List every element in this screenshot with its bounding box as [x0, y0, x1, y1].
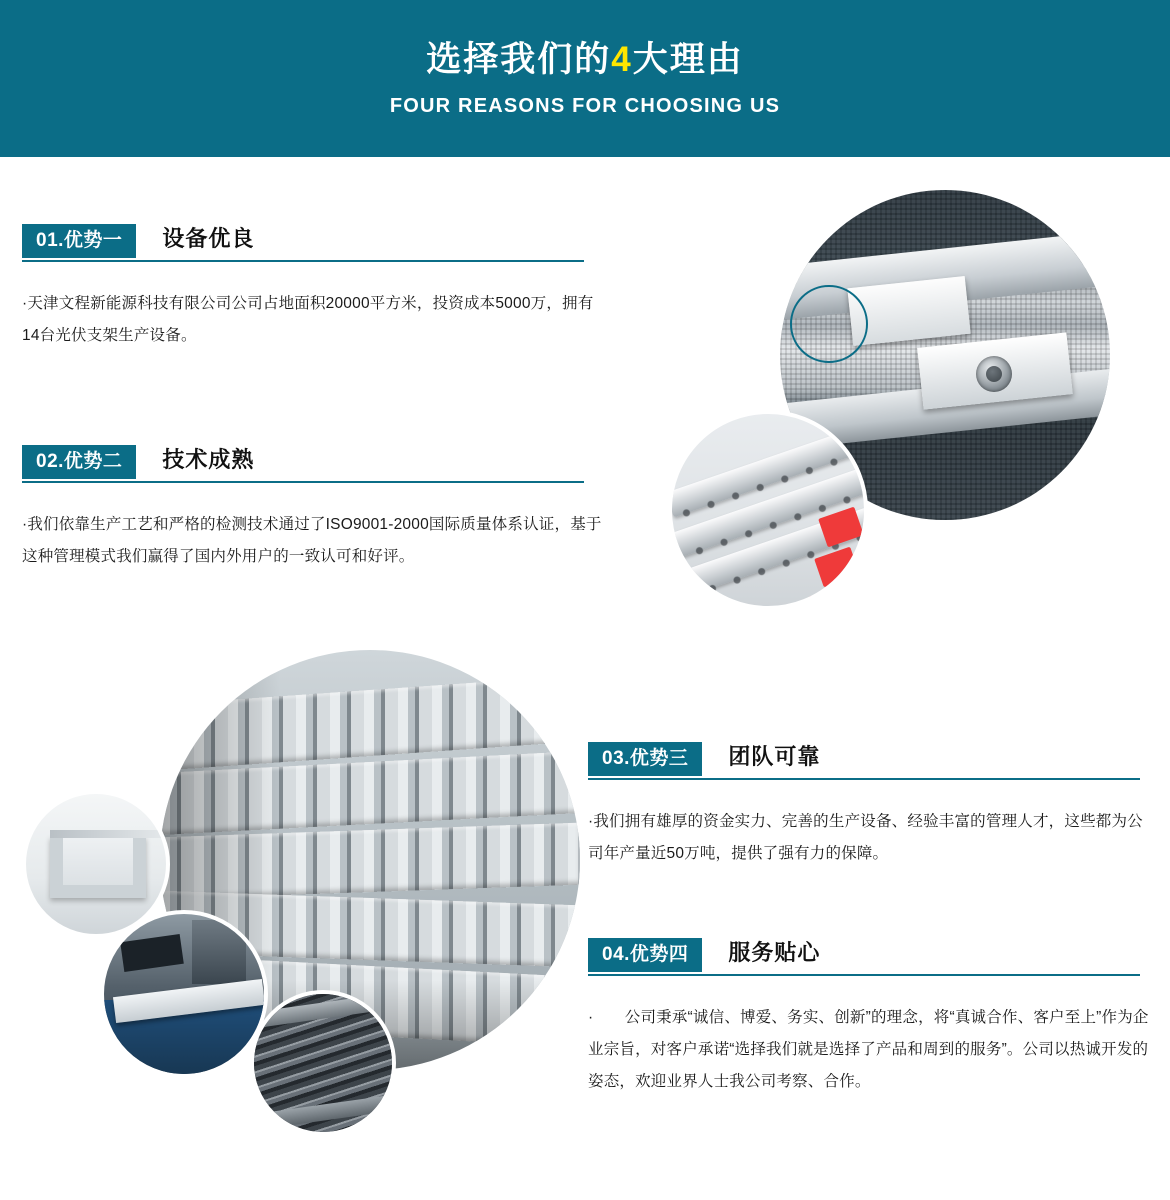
page-subtitle: FOUR REASONS FOR CHOOSING US: [389, 95, 781, 117]
reason-1-header: [22, 222, 602, 258]
page-title-suffix: 大理由: [632, 40, 744, 79]
reason-1-title: 设备优良: [162, 226, 255, 251]
reason-block-2: [22, 443, 602, 573]
rail-end-cap-3: [808, 585, 854, 610]
reason-2-body: ·我们依靠生产工艺和严格的检测技术通过了ISO9001-2000国际质量体系认证，基于这种管理模式我们赢得了国内外用户的一致认可和好评。: [22, 516, 602, 565]
c-channel-shape: [50, 836, 146, 898]
roll-forming-machine-photo: [100, 910, 268, 1078]
reason-2-title: 技术成熟: [162, 447, 255, 472]
reason-3-tag: 03.优势三: [588, 742, 702, 776]
reason-block-3: [588, 740, 1150, 870]
reason-4-header: [588, 936, 1150, 972]
reason-4-rule: [588, 974, 1140, 976]
c-channel-section-photo: [22, 790, 170, 938]
bundled-steel-strips-photo: [250, 990, 396, 1136]
page-title: [426, 39, 744, 81]
reason-3-rule: [588, 778, 1140, 780]
reason-1-tag: 01.优势一: [22, 224, 136, 258]
decorative-ring: [790, 285, 868, 363]
machine-arm: [192, 920, 246, 984]
machine-housing: [120, 934, 184, 972]
reason-1-rule: [22, 260, 584, 262]
page-title-prefix: 选择我们的: [426, 40, 612, 79]
reason-2-rule: [22, 481, 584, 483]
reason-3-header: [588, 740, 1150, 776]
reason-2-tag: 02.优势二: [22, 445, 136, 479]
reason-3-body: ·我们拥有雄厚的资金实力、完善的生产设备、经验丰富的管理人才，这些都为公司年产量近50万吨，提供了强有力的保障。: [588, 813, 1143, 862]
clamp-bolt-icon: [976, 356, 1012, 392]
reason-3-title: 团队可靠: [728, 744, 821, 769]
page-banner: [0, 0, 1170, 157]
reason-4-body: · 公司秉承“诚信、博爱、务实、创新”的理念，将“真诚合作、客户至上”作为企业宗旨，对客户承诺“选择我们就是选择了产品和周到的服务”。公司以热诚开发的姿态，欢迎业界人士我公司考察、合作。: [588, 1009, 1149, 1090]
reason-1-body: ·天津文程新能源科技有限公司公司占地面积20000平方米，投资成本5000万，拥有14台光伏支架生产设备。: [22, 295, 594, 344]
page-title-highlight: 4: [611, 40, 633, 79]
steel-rail-profiles-photo: [668, 410, 868, 610]
reason-4-title: 服务贴心: [728, 940, 821, 965]
reason-block-1: [22, 222, 602, 352]
reason-block-4: [588, 936, 1150, 1097]
reason-2-header: [22, 443, 602, 479]
reason-4-tag: 04.优势四: [588, 938, 702, 972]
